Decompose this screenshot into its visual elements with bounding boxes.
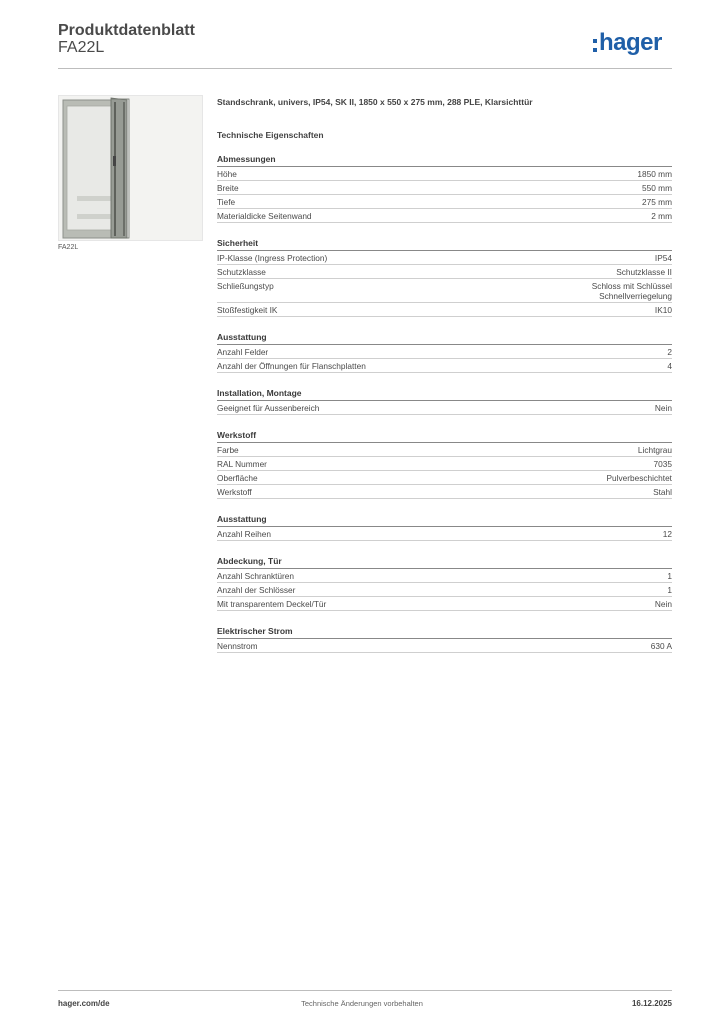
- property-label: Schutzklasse: [217, 267, 266, 277]
- property-label: Geeignet für Aussenbereich: [217, 403, 320, 413]
- property-row: [217, 167, 672, 181]
- property-label: Werkstoff: [217, 487, 252, 497]
- footer-notice: Technische Änderungen vorbehalten: [301, 999, 423, 1008]
- property-row: [217, 279, 672, 303]
- property-label: Anzahl Reihen: [217, 529, 271, 539]
- property-value: 7035: [653, 459, 672, 469]
- property-row: [217, 251, 672, 265]
- property-value: IP54: [654, 253, 672, 263]
- hager-logo[interactable]: [593, 28, 662, 58]
- property-value: Stahl: [653, 487, 672, 497]
- property-label: Anzahl der Öffnungen für Flanschplatten: [217, 361, 366, 371]
- property-row: [217, 597, 672, 611]
- section-title: Ausstattung: [217, 331, 672, 345]
- property-label: Anzahl der Schlösser: [217, 585, 296, 595]
- property-label: Höhe: [217, 169, 237, 179]
- section-title: Werkstoff: [217, 429, 672, 443]
- product-details: [217, 95, 672, 653]
- logo-text: hager: [599, 29, 662, 56]
- footer-divider: [58, 990, 672, 991]
- property-value: Nein: [654, 599, 672, 609]
- property-value: 1: [667, 585, 672, 595]
- section-title: Sicherheit: [217, 237, 672, 251]
- property-row: [217, 485, 672, 499]
- logo-colon-icon: [593, 39, 597, 52]
- section-title: Installation, Montage: [217, 387, 672, 401]
- property-value: IK10: [654, 305, 672, 315]
- property-label: Mit transparentem Deckel/Tür: [217, 599, 327, 609]
- property-label: Stoßfestigkeit IK: [217, 305, 278, 315]
- property-label: IP-Klasse (Ingress Protection): [217, 253, 328, 263]
- property-row: [217, 569, 672, 583]
- property-section: [217, 237, 672, 317]
- property-label: Oberfläche: [217, 473, 258, 483]
- property-value: Schutzklasse II: [616, 267, 672, 277]
- property-section: [217, 625, 672, 653]
- property-value: Lichtgrau: [637, 445, 672, 455]
- property-row: [217, 345, 672, 359]
- property-row: [217, 457, 672, 471]
- property-label: Farbe: [217, 445, 239, 455]
- property-row: [217, 181, 672, 195]
- property-value: Schloss mit Schlüssel Schnellverriegelung: [591, 281, 672, 301]
- section-title: Elektrischer Strom: [217, 625, 672, 639]
- property-label: RAL Nummer: [217, 459, 267, 469]
- property-row: [217, 471, 672, 485]
- section-title: Abdeckung, Tür: [217, 555, 672, 569]
- property-label: Materialdicke Seitenwand: [217, 211, 312, 221]
- tech-properties-heading: Technische Eigenschaften: [217, 130, 324, 140]
- section-title: Abmessungen: [217, 153, 672, 167]
- property-value: 1850 mm: [637, 169, 672, 179]
- property-sections: [217, 153, 672, 653]
- property-label: Anzahl Felder: [217, 347, 269, 357]
- property-row: [217, 527, 672, 541]
- property-value: 630 A: [650, 641, 672, 651]
- property-value: 275 mm: [642, 197, 672, 207]
- property-row: [217, 265, 672, 279]
- property-row: [217, 583, 672, 597]
- property-section: [217, 331, 672, 373]
- property-label: Nennstrom: [217, 641, 258, 651]
- property-value: 1: [667, 571, 672, 581]
- property-section: [217, 513, 672, 541]
- property-row: [217, 195, 672, 209]
- property-value: 2: [667, 347, 672, 357]
- property-row: [217, 359, 672, 373]
- product-image: [58, 95, 203, 241]
- property-section: [217, 555, 672, 611]
- property-row: [217, 209, 672, 223]
- footer-website-link[interactable]: hager.com/de: [58, 999, 110, 1008]
- property-value: 550 mm: [642, 183, 672, 193]
- header-divider: [58, 68, 672, 69]
- property-value: Pulverbeschichtet: [606, 473, 672, 483]
- property-row: [217, 639, 672, 653]
- cabinet-with-glass-door-icon: [59, 96, 202, 240]
- property-row: [217, 401, 672, 415]
- property-value: 4: [667, 361, 672, 371]
- property-label: Breite: [217, 183, 239, 193]
- product-code: FA22L: [58, 39, 105, 56]
- section-title: Ausstattung: [217, 513, 672, 527]
- image-caption: FA22L: [58, 244, 79, 251]
- property-label: Schließungstyp: [217, 281, 274, 291]
- property-row: [217, 443, 672, 457]
- property-value: 12: [662, 529, 672, 539]
- footer-date: 16.12.2025: [631, 999, 672, 1008]
- property-row: [217, 303, 672, 317]
- page-title: Produktdatenblatt: [58, 22, 195, 39]
- property-section: [217, 429, 672, 499]
- product-description: Standschrank, univers, IP54, SK II, 1850 x 550 x 275 mm, 288 PLE, Klarsichttür: [217, 97, 533, 107]
- property-section: [217, 387, 672, 415]
- property-value: Nein: [654, 403, 672, 413]
- property-label: Tiefe: [217, 197, 236, 207]
- property-label: Anzahl Schranktüren: [217, 571, 295, 581]
- property-value: 2 mm: [651, 211, 672, 221]
- property-section: [217, 153, 672, 223]
